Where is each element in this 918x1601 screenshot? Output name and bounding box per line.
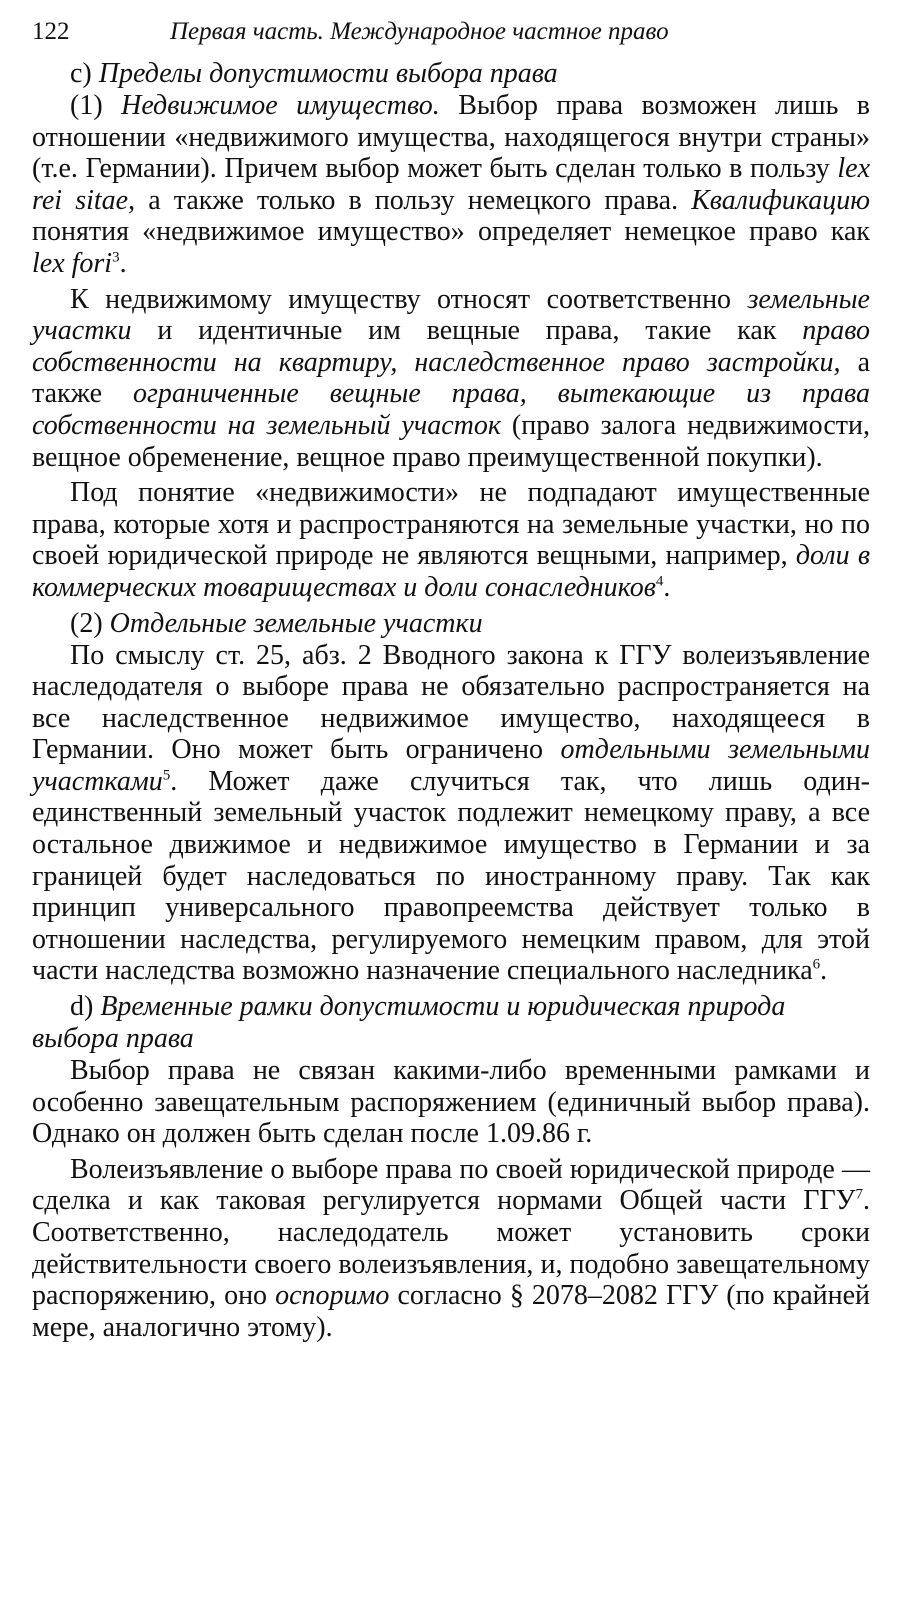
footnote-marker: 6 (812, 957, 821, 974)
section-marker: c) (70, 58, 92, 89)
paragraph-real-estate-types (32, 284, 870, 474)
text-run: Выбор права возможен лишь в отношении «недвижимого имущества, находящегося внутри страны» (т.е. Германии). Причем выбор может быть сделан только в пользу (32, 90, 870, 185)
text-run: согласно § 2078–2082 ГГУ (по крайней мере, аналогично этому). (32, 1280, 870, 1343)
section-title: Временные рамки допустимости и юридическая природа выбора права (32, 991, 786, 1055)
section-title: Пределы допустимости выбора права (98, 58, 558, 89)
emphasis: отдельными земельными участками (32, 734, 871, 797)
paragraph-separate-plots (32, 640, 870, 988)
paragraph-time-limits (32, 1055, 870, 1150)
section-heading-d (32, 991, 870, 1055)
subsection-heading-2 (32, 608, 870, 640)
text-run: . (119, 247, 127, 279)
text-run: Волеизъявление о выборе права по своей юридической природе — сделка и как таковая регулируется нормами Общей части ГГУ (32, 1153, 870, 1217)
subsection-title: Недвижимое имущество. (121, 90, 440, 121)
text-run: Под понятие «недвижимости» не подпадают имущественные права, которые хотя и распространяются на земельные участки, но по своей юридической природе не являются вещными, например, (32, 477, 870, 572)
footnote-marker: 4 (655, 573, 664, 590)
emphasis: земельные участки (32, 283, 870, 347)
subsection-marker: (2) (70, 607, 103, 639)
text-run: . (820, 955, 828, 987)
footnote-marker: 3 (112, 249, 120, 266)
page-number: 122 (32, 18, 70, 45)
emphasis: право собственности на квартиру, наследственное право застройки, (32, 315, 870, 378)
footnote-marker: 5 (162, 767, 171, 784)
document-page (32, 14, 870, 1347)
text-run: а также (32, 346, 871, 410)
text-run: К недвижимому имуществу относят соответственно (70, 283, 748, 315)
text-run: . Соответственно, наследодатель может установить сроки действительности своего волеизъявления, и, подобно завещательному распоряжению, оно (32, 1185, 870, 1312)
paragraph-legal-nature (32, 1154, 870, 1344)
emphasis: доли в коммерческих товариществах и доли сонаследников (32, 540, 870, 603)
subsection-marker: (1) (70, 90, 103, 121)
paragraph-not-real-estate (32, 477, 870, 603)
text-run: . Может даже случиться так, что лишь один-единственный земельный участок подлежит немецкому праву, а все остальное движимое и недвижимое имущество в Германии и за границей будет наследоваться по иностранному праву. Так как принцип универсального правопреемства действует только в отношении наследства, регулируемого немецким правом, для этой части наследства возможно назначение специального наследника (32, 765, 870, 987)
text-run: , а также только в пользу немецкого права. (128, 184, 692, 216)
emphasis: Квалификацию (691, 184, 870, 216)
running-title: Первая часть. Международное частное право (170, 18, 669, 45)
paragraph-immovable-property (32, 90, 870, 280)
section-marker: d) (70, 991, 94, 1023)
text-run: и идентичные им вещные права, такие как (131, 315, 803, 347)
emphasis: оспоримо (275, 1280, 390, 1312)
text-run: По смыслу ст. 25, абз. 2 Вводного закона к ГГУ волеизъявление наследодателя о выборе права не обязательно распространяется на все наследственное недвижимое имущество, находящееся в Германии. Оно может быть ограничено (32, 639, 870, 766)
text-run: понятия «недвижимое имущество» определяет немецкое право как (32, 216, 870, 248)
subsection-title: Отдельные земельные участки (109, 607, 483, 639)
footnote-marker: 7 (855, 1187, 863, 1204)
text-run: (право залога недвижимости, вещное обременение, вещное право преимущественной покупки). (32, 409, 870, 473)
page-header (32, 14, 870, 58)
text-run: . (663, 571, 671, 603)
latin-term: lex rei sitae (32, 153, 870, 216)
section-heading-c (32, 58, 870, 90)
latin-term: lex fori (32, 247, 113, 279)
text-run: Выбор права не связан какими-либо временными рамками и особенно завещательным распоряжением (единичный выбор права). Однако он должен быть сделан после 1.09.86 г. (32, 1055, 870, 1150)
emphasis: ограниченные вещные права, вытекающие из права собственности на земельный участок (32, 378, 871, 441)
